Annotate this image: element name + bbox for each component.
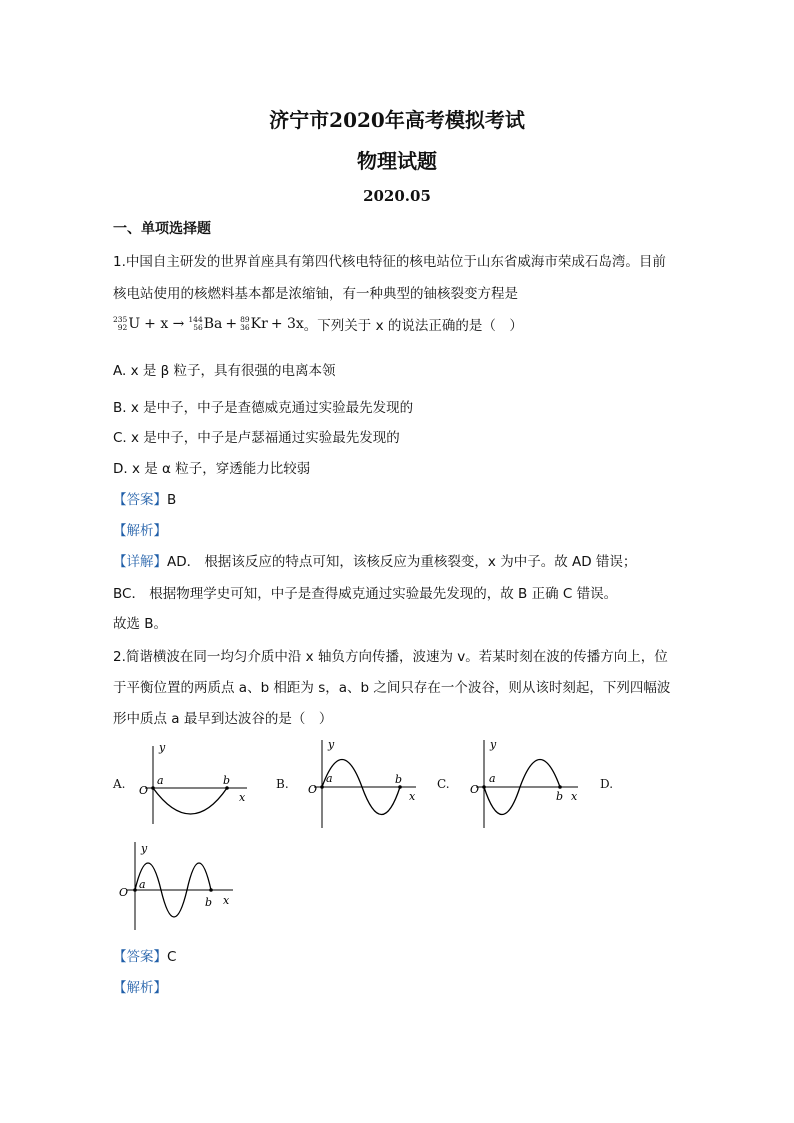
point-a-label: a	[489, 772, 496, 785]
q1-stem-line1: 1.中国自主研发的世界首座具有第四代核电特征的核电站位于山东省威海市荣成石岛湾。目前	[113, 254, 666, 270]
equation-tail: + 3x	[270, 316, 304, 332]
exam-title: 济宁市2020年高考模拟考试	[269, 108, 525, 132]
origin-label: O	[470, 783, 480, 796]
y-axis-label: y	[159, 741, 166, 754]
q1-option-c: C. x 是中子，中子是卢瑟福通过实验最先发现的	[113, 430, 400, 446]
u-symbol: U	[128, 316, 141, 332]
y-axis-label: y	[490, 738, 497, 751]
q1-option-a: A. x 是 β 粒子，具有很强的电离本领	[113, 363, 336, 379]
q1-question: 。下列关于 x 的说法正确的是（ ）	[303, 318, 523, 334]
q2-analysis-tag: 【解析】	[113, 980, 167, 996]
answer-tag: 【答案】	[113, 492, 167, 508]
graph-d-label: D.	[600, 777, 614, 791]
point-b-label: b	[205, 896, 213, 909]
wave-graph-c	[464, 736, 584, 832]
graph-a-label: A.	[113, 777, 126, 791]
plus-x-arrow: + x →	[144, 316, 185, 332]
plus-sign: +	[225, 316, 238, 332]
x-axis-label: x	[239, 791, 246, 804]
section-heading: 一、单项选择题	[113, 221, 211, 237]
origin-label: O	[119, 886, 129, 899]
y-axis-label: y	[141, 842, 148, 855]
exam-subtitle: 物理试题	[357, 149, 437, 173]
origin-label: O	[308, 783, 318, 796]
ba-symbol: Ba	[203, 316, 223, 332]
origin-label: O	[139, 784, 149, 797]
wave-graph-b	[302, 736, 422, 832]
x-axis-label: x	[571, 790, 578, 803]
fission-equation	[113, 314, 523, 334]
answer-value: C	[167, 949, 177, 965]
graph-c-label: C.	[437, 777, 450, 791]
point-a-label: a	[157, 774, 164, 787]
q2-stem-line1: 2.简谐横波在同一均匀介质中沿 x 轴负方向传播，波速为 v。若某时刻在波的传播方向上，位	[113, 649, 668, 665]
ba-isotope-indices: 144 56	[188, 315, 203, 332]
point-b-label: b	[395, 773, 403, 786]
q1-answer	[113, 488, 176, 508]
point-a-label: a	[139, 878, 146, 891]
q2-answer	[113, 945, 176, 965]
kr-symbol: Kr	[250, 316, 268, 332]
q2-stem-line3: 形中质点 a 最早到达波谷的是（ ）	[113, 711, 333, 727]
exam-date: 2020.05	[363, 187, 431, 205]
q1-option-b: B. x 是中子，中子是查德威克通过实验最先发现的	[113, 400, 414, 416]
q1-conclusion: 故选 B。	[113, 616, 168, 632]
q2-stem-line2: 于平衡位置的两质点 a、b 相距为 s，a、b 之间只存在一个波谷，则从该时刻起，下列四幅波	[113, 680, 671, 696]
detail-tag: 【详解】	[113, 554, 167, 570]
u-isotope-indices: 235 92	[113, 315, 128, 332]
q1-stem-line2: 核电站使用的核燃料基本都是浓缩铀，有一种典型的铀核裂变方程是	[113, 286, 518, 302]
kr-isotope-indices: 89 36	[240, 315, 250, 332]
x-axis-label: x	[223, 894, 230, 907]
q1-option-d: D. x 是 α 粒子，穿透能力比较弱	[113, 461, 311, 477]
q1-detail-line2: BC． 根据物理学史可知，中子是查得威克通过实验最先发现的，故 B 正确 C 错误。	[113, 586, 618, 602]
wave-graph-a	[135, 740, 255, 830]
q1-analysis-tag: 【解析】	[113, 523, 167, 539]
answer-tag: 【答案】	[113, 949, 167, 965]
point-a-label: a	[326, 772, 333, 785]
point-b-label: b	[223, 774, 231, 787]
q1-detail-line1: 【详解】AD． 根据该反应的特点可知，该核反应为重核裂变，x 为中子。故 AD 错误；	[113, 554, 637, 570]
x-axis-label: x	[409, 790, 416, 803]
wave-graph-d	[115, 838, 240, 934]
answer-value: B	[167, 492, 177, 508]
graph-b-label: B.	[276, 777, 289, 791]
y-axis-label: y	[328, 738, 335, 751]
point-b-label: b	[556, 790, 564, 803]
